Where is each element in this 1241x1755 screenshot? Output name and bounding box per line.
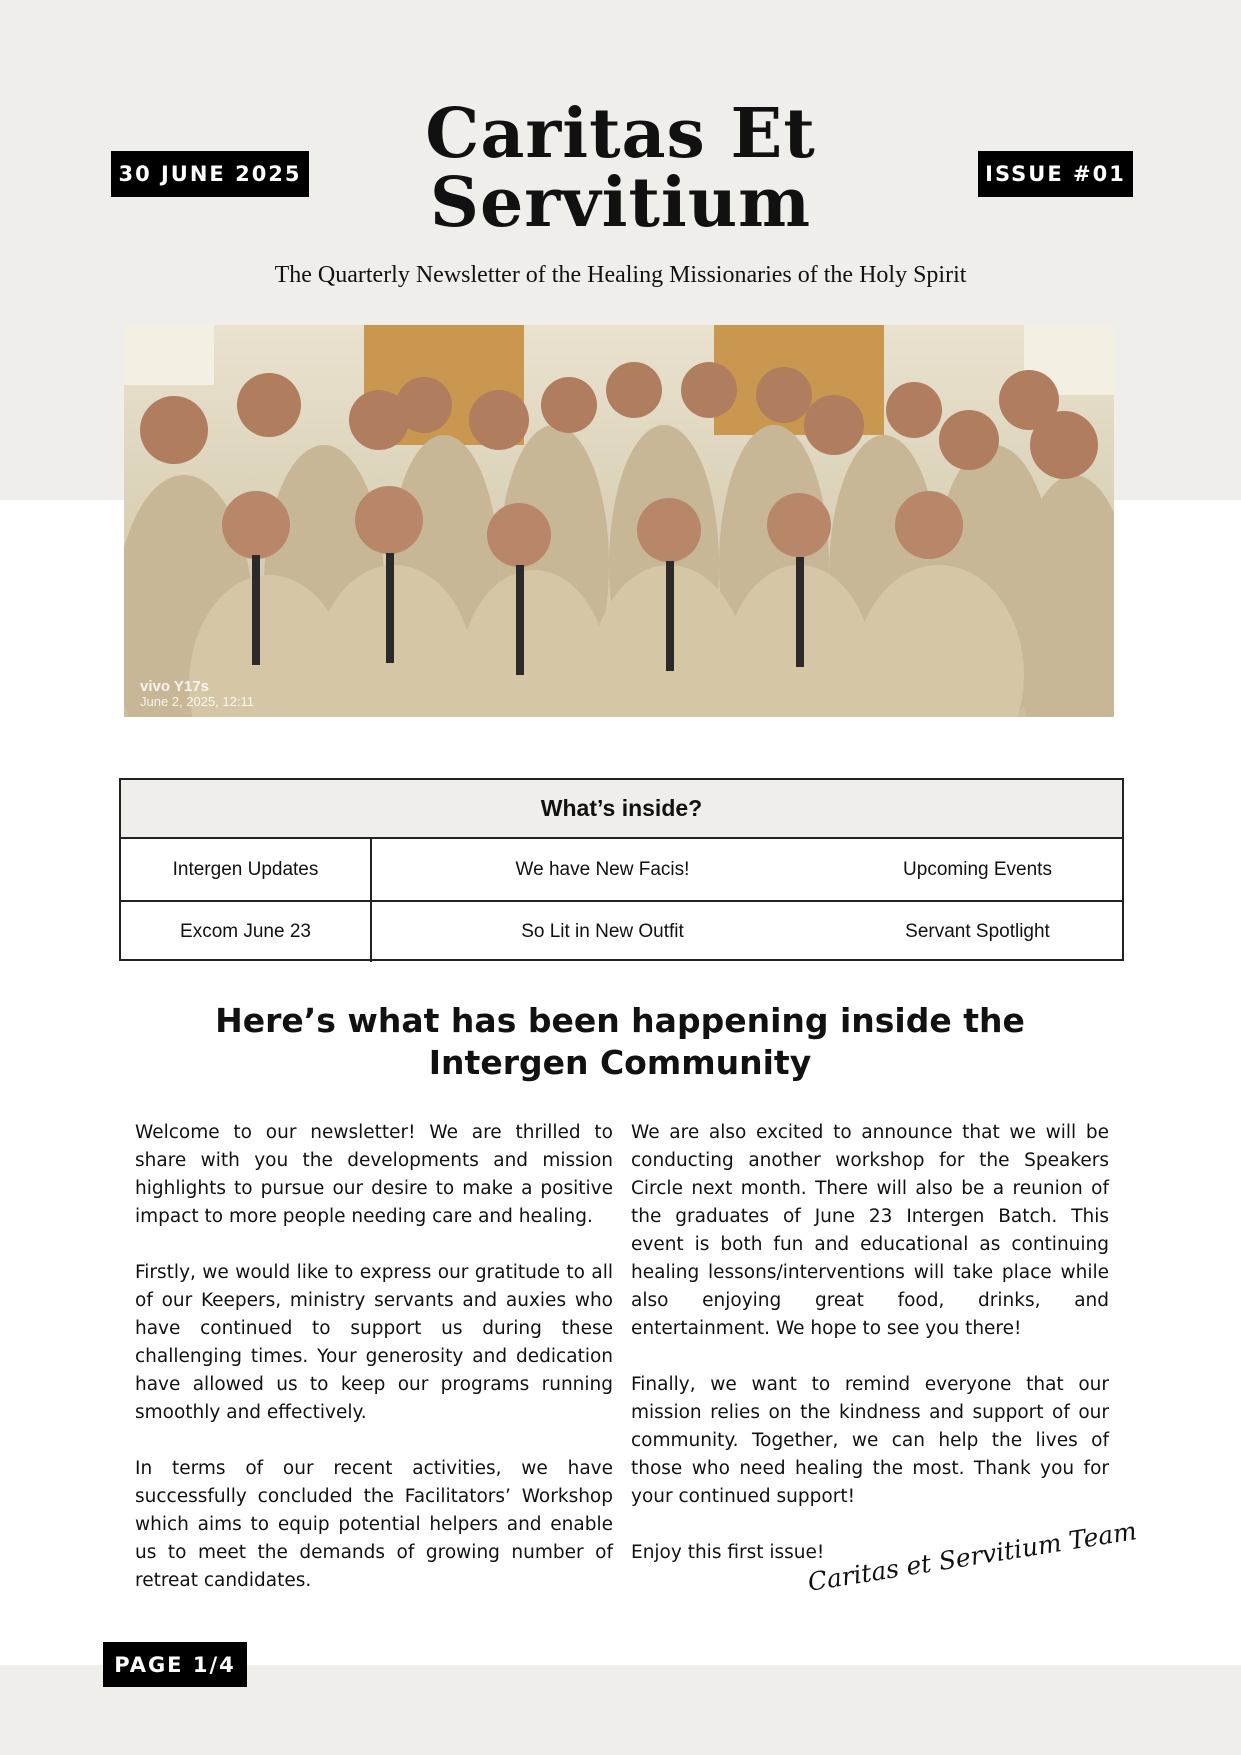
article-column-left [135,1119,613,1623]
toc-item: Intergen Updates [121,839,372,900]
toc-heading: What’s inside? [121,780,1122,839]
date-badge: 30 JUNE 2025 [111,151,309,197]
toc-item: So Lit in New Outfit [521,921,684,942]
group-photo [124,325,1114,717]
photo-watermark-model: vivo Y17s [140,678,209,695]
article-paragraph: In terms of our recent activities, we have successfully concluded the Facilitators’ Workshop which aims to equip potential helpers and enable us to meet the demands of growing number of retreat candidates. [135,1458,613,1591]
article-heading-line-2: Intergen Community [428,1043,812,1082]
page-number-badge: PAGE 1/4 [103,1642,247,1687]
title-line-1: Caritas Et [425,94,816,174]
article-paragraph: We are also excited to announce that we will be conducting another workshop for the Speakers Circle next month. There will also be a reunion of the graduates of June 23 Intergen Batch. This event is both fun and educational as continuing healing lessons/interventions will take place while also enjoying great food, drinks, and entertainment. We hope to see you there! [631,1122,1109,1339]
toc-row [121,900,1122,962]
toc-item: Upcoming Events [903,858,1052,880]
toc-row [121,839,1122,900]
issue-badge: ISSUE #01 [978,151,1133,197]
article-paragraph: Welcome to our newsletter! We are thrilled to share with you the developments and mission highlights to pursue our desire to make a positive impact to more people needing care and healing. [135,1122,613,1227]
group-photo-illustration [124,325,1114,717]
toc-item: We have New Facis! [515,858,690,880]
title-line-2: Servitium [429,163,812,243]
article-paragraph: Enjoy this first issue! [631,1542,825,1563]
toc-item: Servant Spotlight [905,921,1050,942]
article-column-right [631,1119,1139,1597]
table-of-contents [119,778,1124,961]
team-signature: Caritas et Servitium Team [805,1516,1139,1597]
article-paragraph: Finally, we want to remind everyone that our mission relies on the kindness and support of our community. Together, we can help the lives of those who need healing the most. Thank you for your continued support! [631,1374,1109,1507]
newsletter-subtitle: The Quarterly Newsletter of the Healing Missionaries of the Holy Spirit [274,262,967,288]
article-heading-line-1: Here’s what has been happening inside the [215,1001,1025,1040]
newsletter-title [380,94,861,243]
toc-item: Excom June 23 [121,902,372,962]
article-paragraph: Firstly, we would like to express our gratitude to all of our Keepers, ministry servants and auxies who have continued to support us during these challenging times. Your generosity and dedication have allowed us to keep our programs running smoothly and effectively. [135,1262,613,1423]
photo-watermark [140,679,254,709]
article-heading [160,1000,1080,1084]
photo-watermark-date: June 2, 2025, 12:11 [140,694,254,709]
